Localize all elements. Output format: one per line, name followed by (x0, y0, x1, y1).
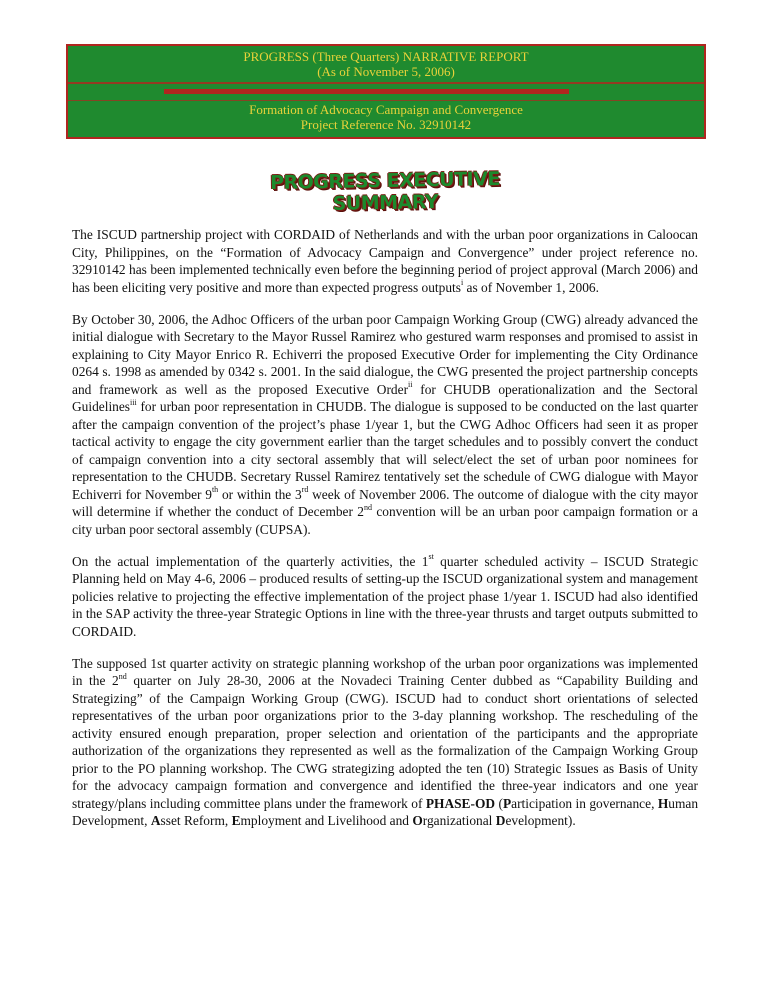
footnote-ref: i (460, 278, 464, 288)
header-divider-thin (68, 100, 704, 101)
document-body (72, 226, 698, 844)
report-header-banner (66, 44, 706, 139)
footnote-ref: iii (130, 397, 137, 407)
ordinal-suffix: nd (364, 502, 372, 512)
project-title: Formation of Advocacy Campaign and Convergence (249, 102, 523, 117)
header-divider (68, 82, 704, 84)
report-date: (As of November 5, 2006) (317, 64, 455, 79)
paragraph-1: The ISCUD partnership project with CORDAID of Netherlands and with the urban poor organizations in Caloocan City, Philippines, on the “Formation of Advocacy Campaign and Convergence” under project reference no. 32910142 has been implemented technically even before the beginning period of project approval (March 2006) and has been eliciting very positive and more than expected progress outputs$^i$ as of November 1, 2006. (72, 227, 698, 295)
footnote-ref: ii (408, 380, 413, 390)
paragraph-4: The supposed 1st quarter activity on strategic planning workshop of the urban poor organizations was implemented in the 2nd quarter on July 28-30, 2006 at the Novadeci Training Center dubbed as “Capability Building and Strategizing” of the Campaign Working Group (CWG). ISCUD had to conduct short orientations of selected representatives of the urban poor organizations prior to the 3-day planning workshop. The rescheduling of the activity ensured enough preparation, proper selection and orientation of the participants and the appropriate authorization of the organizations they represented as well as the formalization of the Campaign Working Group prior to the PO planning workshop. The CWG strategizing adopted the ten (10) Strategic Issues as Basis of Unity for the advocacy campaign formation and convergence and identified the three-year indicators and one year strategy/plans including committee plans under the framework of PHASE-OD (Participation in governance, Human Development, Asset Reform, Employment and Livelihood and Organizational Development). (72, 655, 699, 828)
ordinal-suffix: nd (118, 671, 127, 681)
ordinal-suffix: th (211, 485, 219, 495)
ordinal-suffix: st (428, 552, 434, 562)
paragraph-2: By October 30, 2006, the Adhoc Officers of the urban poor Campaign Working Group (CWG) already advanced the initial dialogue with Secretary to the Mayor Russel Ramirez who gestured warm responses and promised to assist in explaining to City Mayor Enrico R. Echiverri the proposed Executive Order for implementing the City Ordinance 0264 s. 1998 as amended by 0342 s. 2001. In the said dialogue, the CWG presented the project partnership concepts and framework as well as the proposed Executive Order$^{ii}$ for CHUDB operationalization and the Sectoral Guidelines$^{iii}$ for urban poor representation in CHUDB. The dialogue is supposed to be conducted on the last quarter after the campaign convention of the project’s phase 1/year 1, but the CWG Adhoc Officers had seen it as proper tactical activity to engage the city government earlier than the target schedules and to possibly convert the conduct of campaign convention into a city sectoral assembly that will select/elect the set of urban poor nominees for representation to the CHUDB. Secretary Russel Ramirez tentatively set the schedule of CWG dialogue with Mayor Echiverri for November 9th or within the 3rd week of November 2006. The outcome of dialogue with the city mayor will determine if whether the conduct of December 2nd convention will be an urban poor campaign formation or a city urban poor sectoral assembly (CUPSA). (72, 311, 698, 537)
report-title: PROGRESS (Three Quarters) NARRATIVE REPORT (243, 49, 529, 64)
framework-acronym: PHASE-OD (425, 795, 496, 811)
paragraph-3: On the actual implementation of the quarterly activities, the 1st quarter scheduled activity – ISCUD Strategic Planning held on May 4-6, 2006 – produced results of setting-up the ISCUD organizational system and management policies relative to projecting the effective implementation of the project phase 1/year 1. ISCUD had also identified in the SAP activity the three-year Strategic Options in line with the three-year thrusts and target outputs submitted to CORDAID. (72, 552, 699, 639)
executive-summary-heading: PROGRESS EXECUTIVE SUMMARY (269, 167, 501, 215)
project-reference: Project Reference No. 32910142 (300, 117, 472, 132)
ordinal-suffix: rd (301, 485, 309, 495)
header-divider-thick (164, 89, 569, 94)
